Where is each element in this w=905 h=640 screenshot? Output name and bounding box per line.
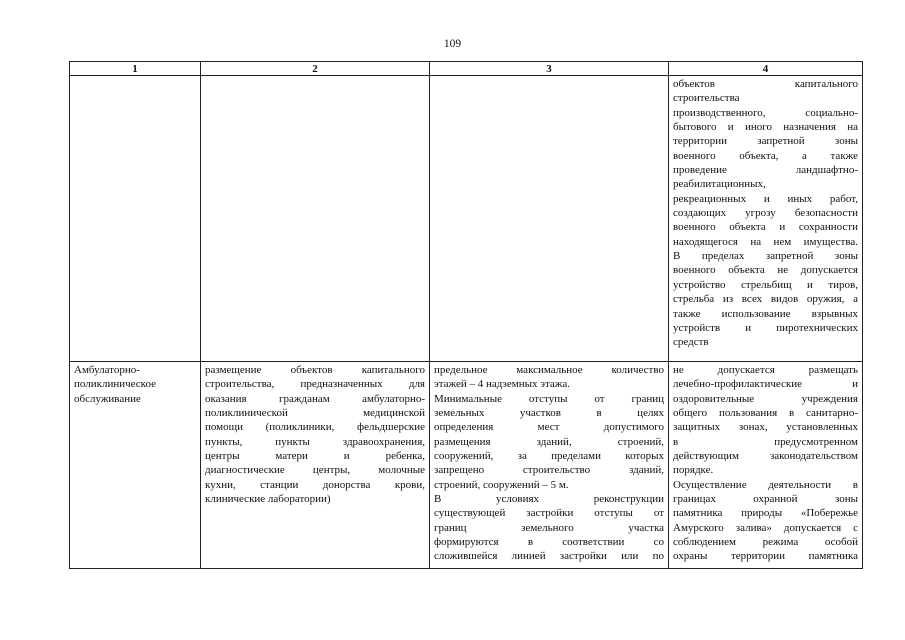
text-line: рекреационных и иных работ, — [673, 192, 858, 205]
text-line: устройств и пиротехнических — [673, 321, 858, 334]
text-line: бытового и иного назначения на — [673, 121, 858, 134]
table-header-row — [70, 62, 863, 76]
text-line: находящегося на нем имущества. — [673, 235, 858, 248]
text-line: оказания гражданам амбулаторно- — [205, 392, 425, 405]
text-line: границах охранной зоны — [673, 493, 858, 506]
page-number: 109 — [443, 38, 462, 50]
table-row — [70, 76, 863, 362]
cell-use-restrictions — [669, 362, 863, 569]
cell-row-a-col-4 — [669, 76, 863, 362]
text-line: клинические лаборатории) — [205, 493, 331, 506]
text-line: реабилитационных, — [673, 178, 766, 191]
text-line: порядке. — [673, 464, 714, 477]
text-line: создающих угрозу безопасности — [673, 207, 858, 220]
text-line: соблюдением режима особой — [673, 536, 858, 549]
text-line: размещение объектов капитального — [205, 364, 425, 376]
cell-use-description — [201, 362, 430, 569]
text-line: Амбулаторно- — [74, 364, 140, 376]
column-header-4: 4 — [669, 62, 863, 76]
text-line: также использование взрывных — [673, 307, 858, 320]
text-line: стрельба из всех видов оружия, а — [673, 293, 858, 306]
column-header-1: 1 — [70, 62, 201, 76]
text-line: военного объекта, а также — [673, 149, 858, 162]
text-line: объектов капитального — [673, 78, 858, 90]
text-line: строительства, предназначенных для — [205, 378, 425, 391]
text-line: производственного, социально- — [673, 106, 858, 119]
table-row — [70, 362, 863, 569]
text-line: центры матери и ребенка, — [205, 450, 425, 463]
regulations-table — [69, 61, 863, 569]
text-line: поликлиническое — [74, 378, 156, 391]
column-header-2: 2 — [201, 62, 430, 76]
text-line: Амурского залива» допускается с — [673, 521, 858, 534]
text-line: проведение ландшафтно- — [673, 164, 858, 177]
text-line: военного объекта и сохранности — [673, 221, 858, 234]
text-line: В условиях реконструкции — [434, 493, 664, 506]
text-line: общего пользования в санитарно- — [673, 407, 858, 420]
text-line: не допускается размещать — [673, 364, 858, 376]
text-line: средств — [673, 336, 709, 349]
text-line: Минимальные отступы от границ — [434, 392, 664, 405]
text-line: границ земельного участка — [434, 521, 664, 534]
text-line: устройство стрельбищ и тиров, — [673, 278, 858, 291]
cell-row-a-col-1 — [70, 76, 201, 362]
text-line: помощи (поликлиники, фельдшерские — [205, 421, 425, 434]
text-line: существующей застройки отступы от — [434, 507, 664, 520]
text-line: в предусмотренном — [673, 435, 858, 448]
text-line: лечебно-профилактические и — [673, 378, 858, 391]
text-line: строительства — [673, 92, 740, 105]
cell-row-a-col-2 — [201, 76, 430, 362]
text-line: кухни, станции донорства крови, — [205, 478, 425, 491]
text-line: запрещено строительство зданий, — [434, 464, 664, 477]
text-line: этажей – 4 надземных этажа. — [434, 378, 571, 391]
text-line: строений, сооружений – 5 м. — [434, 478, 569, 491]
text-line: сложившейся линией застройки или по — [434, 550, 664, 563]
text-line: В пределах запретной зоны — [673, 250, 858, 263]
cell-building-parameters — [430, 362, 669, 569]
text-line: формируются в соответствии со — [434, 536, 664, 549]
text-line: земельных участков в целях — [434, 407, 664, 420]
text-line: размещения зданий, строений, — [434, 435, 664, 448]
text-line: предельное максимальное количество — [434, 364, 664, 376]
text-line: оздоровительные учреждения — [673, 392, 858, 405]
text-line: поликлинической медицинской — [205, 407, 425, 420]
text-line: памятника природы «Побережье — [673, 507, 858, 520]
text-line: диагностические центры, молочные — [205, 464, 425, 477]
text-line: пункты, пункты здравоохранения, — [205, 435, 425, 448]
text-line: определения мест допустимого — [434, 421, 664, 434]
text-line: действующим законодательством — [673, 450, 858, 463]
text-line: Осуществление деятельности в — [673, 478, 858, 491]
text-line: охраны территории памятника — [673, 550, 858, 563]
column-header-3: 3 — [430, 62, 669, 76]
cell-use-type-name — [70, 362, 201, 569]
text-line: обслуживание — [74, 392, 141, 405]
cell-row-a-col-3 — [430, 76, 669, 362]
text-line: защитных зонах, установленных — [673, 421, 858, 434]
text-line: сооружений, за пределами которых — [434, 450, 664, 463]
text-line: территории запретной зоны — [673, 135, 858, 148]
text-line: военного объекта не допускается — [673, 264, 858, 277]
